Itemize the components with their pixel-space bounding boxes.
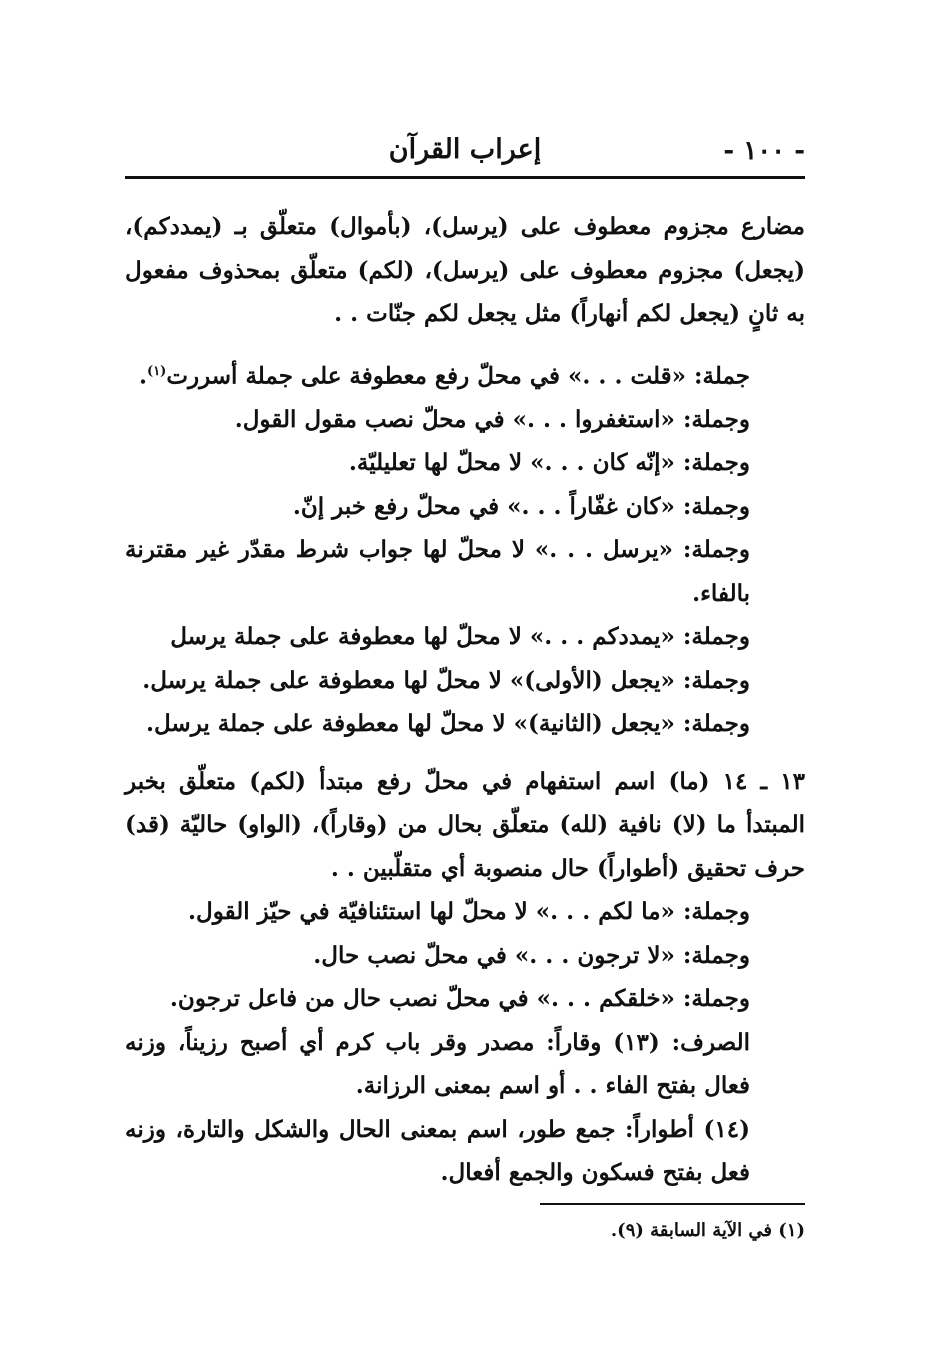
sentence-analysis-3: وجملة: «إنّه كان . . .» لا محلّ لها تعليليّة. xyxy=(348,449,750,477)
book-page xyxy=(125,0,805,1358)
running-title: إعراب القرآن xyxy=(388,134,542,165)
spacer xyxy=(125,746,805,760)
sentence-analysis-10: وجملة: «لا ترجون . . .» في محلّ نصب حال. xyxy=(313,941,750,969)
page-number: - ١٠٠ - xyxy=(723,136,805,166)
sentence-analysis-5: وجملة: «يرسل . . .» لا محلّ لها جواب شرط مقدّر غير مقترنة بالفاء. xyxy=(125,536,750,607)
paragraph-morphology-13: الصرف: (١٣) وقاراً: مصدر وقر باب كرم أي أصبح رزيناً، وزنه فعال بفتح الفاء . . أو اسم بمعنى الرزانة. xyxy=(125,1028,750,1100)
paragraph-verses-13-14: ١٣ ـ ١٤ (ما) اسم استفهام في محلّ رفع مبتدأ (لكم) متعلّق بخبر المبتدأ ما (لا) نافية (لله) متعلّق بحال من (وقاراً)، (الواو) حاليّة (قد) حرف تحقيق (أطواراً) حال منصوبة أي متقلّبين . . xyxy=(125,767,805,882)
sentence-analysis-2: وجملة: «استغفروا . . .» في محلّ نصب مقول القول. xyxy=(234,405,750,433)
spacer xyxy=(125,336,805,350)
footnote-rule xyxy=(540,1203,805,1205)
sentence-analysis-4: وجملة: «كان غفّاراً . . .» في محلّ رفع خبر إنّ. xyxy=(292,492,750,520)
page-body xyxy=(125,205,805,1195)
header-rule xyxy=(125,176,805,179)
page-header xyxy=(125,128,805,172)
sentence-analysis-1: جملة: «قلت . . .» في محلّ رفع معطوفة على جملة أسررت$^{(١)}$. xyxy=(139,362,750,390)
footnote-marker: (١) xyxy=(147,363,167,379)
paragraph-morphology-14: (١٤) أطواراً: جمع طور، اسم بمعنى الحال والشكل والتارة، وزنه فعل بفتح فسكون والجمع أفعال. xyxy=(125,1115,750,1187)
sentence-analysis-7: وجملة: «يجعل (الأولى)» لا محلّ لها معطوفة على جملة يرسل. xyxy=(142,666,750,694)
sentence-analysis-1-text: جملة: «قلت . . .» في محلّ رفع معطوفة على جملة أسررت xyxy=(166,362,750,390)
sentence-analysis-8: وجملة: «يجعل (الثانية)» لا محلّ لها معطوفة على جملة يرسل. xyxy=(146,710,750,738)
paragraph-intro: مضارع مجزوم معطوف على (يرسل)، (بأموال) متعلّق بـ (يمددكم)، (يجعل) مجزوم معطوف على (يرسل)، (لكم) متعلّق بمحذوف مفعول به ثانٍ (يجعل لكم أنهاراً) مثل يجعل لكم جنّات . . xyxy=(125,213,805,327)
sentence-analysis-6: وجملة: «يمددكم . . .» لا محلّ لها معطوفة على جملة يرسل xyxy=(170,623,750,651)
sentence-analysis-9: وجملة: «ما لكم . . .» لا محلّ لها استئنافيّة في حيّز القول. xyxy=(188,898,750,926)
footnote: (١) في الآية السابقة (٩). xyxy=(610,1220,805,1241)
sentence-analysis-11: وجملة: «خلقكم . . .» في محلّ نصب حال من فاعل ترجون. xyxy=(169,985,750,1013)
